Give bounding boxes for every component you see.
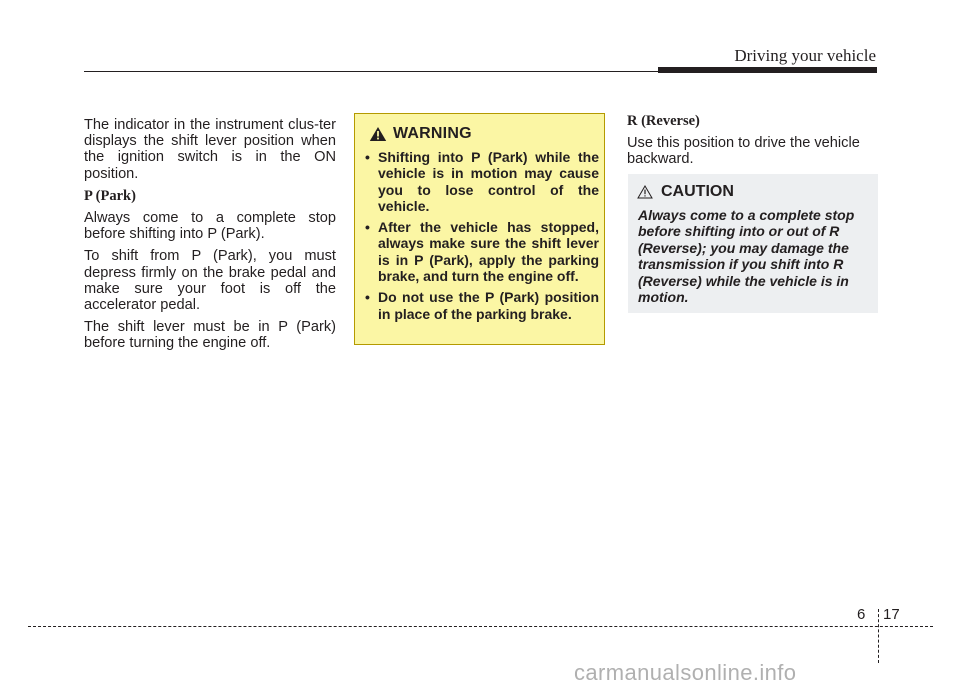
caution-text: Always come to a complete stop before shifting into or out of R (Reverse); you may damage the transmission if you shift into R (Reverse) while the vehicle is in motion. [638, 207, 855, 306]
warning-box [354, 113, 605, 345]
intro-paragraph: The indicator in the instrument clus-ter displays the shift lever position when the ignition switch is in the ON position. [84, 117, 336, 182]
reverse-heading: R (Reverse) [627, 113, 700, 129]
right-column [627, 113, 878, 174]
caution-title: CAUTION [661, 183, 734, 200]
warning-item-text: Do not use the P (Park) position in place of the parking brake. [378, 289, 599, 322]
warning-header [369, 125, 472, 143]
park-paragraph-3: The shift lever must be in P (Park) before turning the engine off. [84, 319, 336, 352]
warning-title: WARNING [393, 125, 472, 142]
reverse-paragraph: Use this position to drive the vehicle backward. [627, 135, 860, 168]
warning-item-text: Shifting into P (Park) while the vehicle is in motion may cause you to lose control of the vehicle. [378, 149, 599, 214]
section-title: Driving your vehicle [734, 46, 876, 65]
header-rule [84, 71, 660, 72]
warning-item [365, 289, 599, 322]
caution-header [637, 183, 734, 201]
warning-list [365, 149, 599, 327]
warning-item-text: After the vehicle has stopped, always make sure the shift lever is in P (Park), apply the parking brake, and turn the engine off. [378, 219, 599, 285]
warning-item [365, 149, 599, 214]
footer-rule [28, 626, 933, 627]
park-heading: P (Park) [84, 187, 136, 204]
header-rule-bar [658, 67, 877, 73]
watermark: carmanualsonline.info [574, 660, 797, 685]
bullet: • [365, 289, 370, 306]
caution-box [628, 174, 878, 313]
left-column [84, 117, 336, 358]
warning-triangle-icon [369, 126, 387, 142]
bullet: • [365, 149, 370, 165]
warning-item [365, 219, 599, 284]
park-paragraph-1: Always come to a complete stop before shifting into P (Park). [84, 210, 336, 243]
caution-triangle-icon [637, 185, 653, 199]
chapter-number: 6 [857, 606, 866, 623]
page-number: 17 [883, 606, 900, 623]
footer-divider [878, 609, 879, 663]
park-paragraph-2: To shift from P (Park), you must depress firmly on the brake pedal and make sure your foot is off the accelerator pedal. [84, 248, 336, 314]
bullet: • [365, 219, 370, 236]
